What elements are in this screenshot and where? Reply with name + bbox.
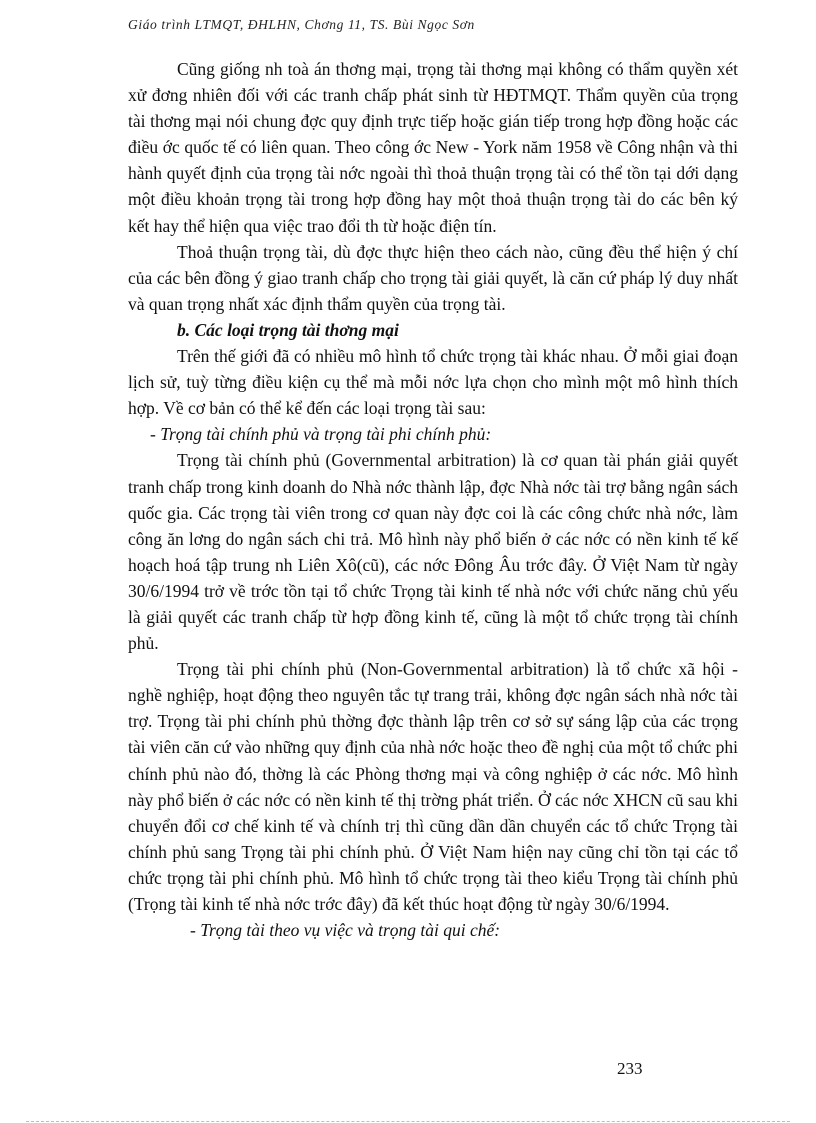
dash-heading-ad-hoc: - Trọng tài theo vụ việc và trọng tài qui chế: — [190, 920, 501, 941]
paragraph-arbitration-agreement: Thoả thuận trọng tài, dù đợc thực hiện theo cách nào, cũng đều thể hiện ý chí của các bên đồng ý giao tranh chấp cho trọng tài giải quyết, là căn cứ pháp lý duy nhất và quan trọng nhất xác định thẩm quyền của trọng tài. — [128, 241, 738, 314]
section-heading-b: b. Các loại trọng tài thơng mại — [177, 319, 399, 340]
dash-heading-governmental: - Trọng tài chính phủ và trọng tài phi chính phủ: — [150, 424, 492, 445]
body-text — [128, 56, 738, 943]
paragraph-governmental-arbitration: Trọng tài chính phủ (Governmental arbitration) là cơ quan tài phán giải quyết tranh chấp trong kinh doanh do Nhà nớc thành lập, đợc Nhà nớc tài trợ bằng ngân sách quốc gia. Các trọng tài viên trong cơ quan này đợc coi là các công chức nhà nớc, làm công ăn lơng do ngân sách chi trả. Mô hình này phổ biến ở các nớc có nền kinh tế kế hoạch hoá tập trung nh Liên Xô(cũ), các nớc Đông Âu trớc đây. Ở Việt Nam từ ngày 30/6/1994 trở về trớc tồn tại tổ chức Trọng tài kinh tế nhà nớc với chức năng chủ yếu là giải quyết các tranh chấp từ hợp đồng kinh tế, cũng là một tổ chức trọng tài chính phủ. — [128, 450, 738, 654]
page-number: 233 — [617, 1059, 643, 1078]
paragraph-non-governmental-arbitration: Trọng tài phi chính phủ (Non-Governmental arbitration) là tổ chức xã hội - nghề nghiệp, hoạt động theo nguyên tắc tự trang trải, không đợc ngân sách nhà nớc tài trợ. Trọng tài phi chính phủ thờng đợc thành lập trên cơ sở sự sáng lập của các trọng tài viên căn cứ vào những quy định của nhà nớc hoặc theo đề nghị của một tổ chức phi chính phủ nào đó, thờng là các Phòng thơng mại và công nghiệp ở các nớc. Mô hình này phổ biến ở các nớc có nền kinh tế thị trờng phát triển. Ở các nớc XHCN cũ sau khi chuyển đổi cơ chế kinh tế và chính trị thì cũng dần dần chuyển các tổ chức Trọng tài chính phủ sang Trọng tài phi chính phủ. Ở Việt Nam hiện nay cũng chỉ tồn tại các tổ chức trọng tài phi chính phủ. Mô hình tổ chức trọng tài theo kiểu Trọng tài chính phủ (Trọng tài kinh tế nhà nớc trớc đây) đã kết thúc hoạt động từ ngày 30/6/1994. — [128, 659, 738, 914]
running-header: Giáo trình LTMQT, ĐHLHN, Chơng 11, TS. Bùi Ngọc Sơn — [128, 17, 475, 32]
paragraph-arbitration-jurisdiction: Cũng giống nh toà án thơng mại, trọng tài thơng mại không có thẩm quyền xét xử đơng nhiên đối với các tranh chấp phát sinh từ HĐTMQT. Thẩm quyền của trọng tài thơng mại nói chung đợc quy định trực tiếp hoặc gián tiếp trong hợp đồng hoặc các điều ớc quốc tế có liên quan. Theo công ớc New - York năm 1958 về Công nhận và thi hành quyết định của trọng tài nớc ngoài thì thoả thuận trọng tài có thể tồn tại dới dạng một điều khoản trọng tài trong hợp đồng hay một thoả thuận trọng tài do các bên ký kết hay thể hiện qua việc trao đổi th từ hoặc điện tín. — [128, 59, 738, 236]
paragraph-arbitration-models: Trên thế giới đã có nhiều mô hình tổ chức trọng tài khác nhau. Ở mỗi giai đoạn lịch sử, tuỳ từng điều kiện cụ thể mà mỗi nớc lựa chọn cho mình một mô hình thích hợp. Về cơ bản có thể kể đến các loại trọng tài sau: — [128, 346, 738, 419]
bottom-divider — [26, 1121, 790, 1122]
